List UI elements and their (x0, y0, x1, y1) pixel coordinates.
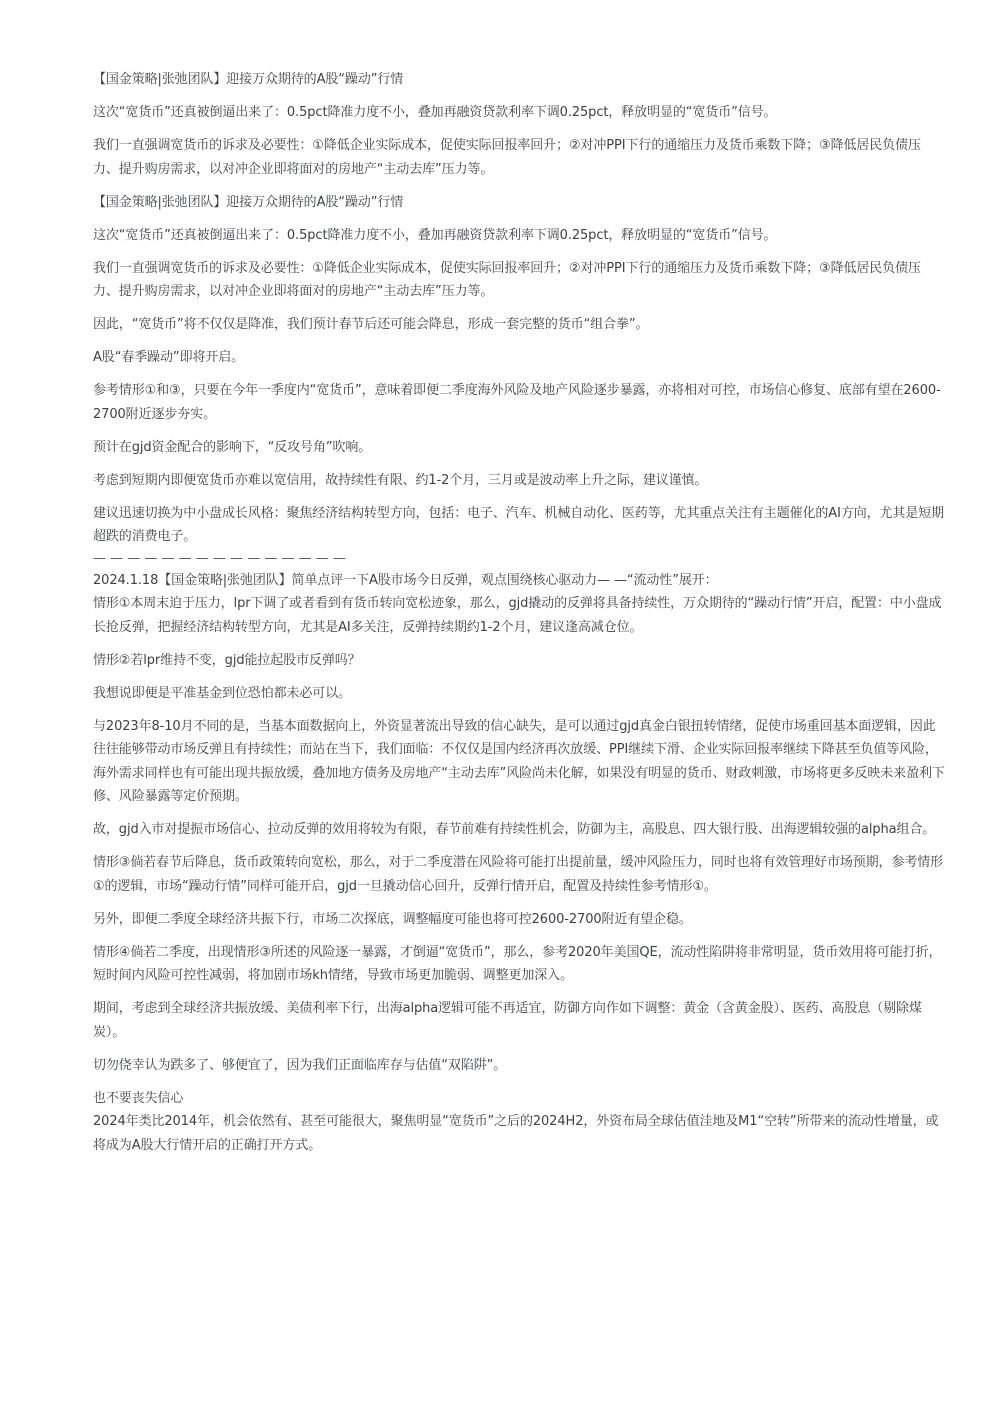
article-title: 【国金策略|张弛团队】迎接万众期待的A股“躁动”行情 (93, 72, 404, 87)
paragraph: 因此，“宽货币”将不仅仅是降准，我们预计春节后还可能会降息，形成一套完整的货币“组合拳”。 (93, 317, 649, 332)
paragraph: 这次“宽货币”还真被倒逼出来了：0.5pct降准力度不小，叠加再融资贷款利率下调0.25pct，释放明显的“宽货币”信号。 (93, 105, 777, 120)
paragraph: 故，gjd入市对提振市场信心、拉动反弹的效用将较为有限，春节前难有持续性机会，防御为主，高股息、四大银行股、出海逻辑较强的alpha组合。 (93, 822, 936, 837)
paragraph: 切勿侥幸认为跌多了、够便宜了，因为我们正面临库存与估值“双陷阱”。 (93, 1057, 507, 1073)
paragraph: 2024年类比2014年，机会依然有、甚至可能很大，聚焦明显“宽货币”之后的2024H2，外资布局全球估值洼地及M1“空转”所带来的流动性增量，或将成为A股大行情开启的正确打开方式。 (93, 1114, 939, 1153)
paragraph: 参考情形①和③，只要在今年一季度内“宽货币”，意味着即便二季度海外风险及地产风险逐步暴露，亦将相对可控，市场信心修复、底部有望在2600-2700附近逐步夯实。 (93, 383, 941, 422)
paragraph: 另外，即便二季度全球经济共振下行，市场二次探底，调整幅度可能也将可控2600-2700附近有望企稳。 (93, 911, 692, 927)
paragraph: 情形④倘若二季度，出现情形③所述的风险逐一暴露，才倒逼“宽货币”，那么，参考2020年美国QE，流动性陷阱将非常明显，货币效用将可能打折，短时间内风险可控性减弱，将加剧市场kh情绪，导致市场更加脆弱、调整更加深入。 (93, 944, 942, 983)
paragraph: 也不要丧失信心 (93, 1090, 184, 1106)
paragraph: 期间，考虑到全球经济共振放缓、美债利率下行，出海alpha逻辑可能不再适宜，防御方向作如下调整：黄金（含黄金股）、医药、高股息（剔除煤炭）。 (93, 1001, 922, 1040)
section-divider: — — — — — — — — — — — — — — — (93, 550, 346, 566)
paragraph: 我想说即便是平准基金到位恐怕都未必可以。 (93, 685, 352, 701)
paragraph: 情形③倘若春节后降息，货币政策转向宽松，那么，对于二季度潜在风险将可能打出提前量，缓冲风险压力，同时也将有效管理好市场预期，参考情形①的逻辑，市场“躁动行情”同样可能开启，gjd一旦撬动信心回升，反弹行情开启，配置及持续性参考情形①。 (93, 855, 944, 894)
article-title: 【国金策略|张弛团队】迎接万众期待的A股“躁动”行情 (93, 194, 404, 210)
paragraph: 我们一直强调宽货币的诉求及必要性：①降低企业实际成本，促使实际回报率回升；②对冲PPI下行的通缩压力及货币乘数下降；③降低居民负债压力、提升购房需求，以对冲企业即将面对的房地产“主动去库”压力等。 (93, 138, 921, 177)
section-heading: 2024.1.18【国金策略|张弛团队】简单点评一下A股市场今日反弹，观点围绕核心驱动力— —“流动性”展开： (93, 572, 718, 588)
article-body (93, 68, 945, 1167)
paragraph: 考虑到短期内即便宽货币亦难以宽信用，故持续性有限、约1-2个月，三月或是波动率上升之际，建议谨慎。 (93, 472, 708, 488)
paragraph: 与2023年8-10月不同的是，当基本面数据向上，外资显著流出导致的信心缺失，是可以通过gjd真金白银扭转情绪，促使市场重回基本面逻辑，因此往往能够带动市场反弹且有持续性；而站在当下，我们面临：不仅仅是国内经济再次放缓、PPI继续下滑、企业实际回报率继续下降甚至负值等风险，海外需求同样也有可能出现共振放缓，叠加地方债务及房地产“主动去库”风险尚未化解，如果没有明显的货币、财政刺激，市场将更多反映未来盈利下修、风险暴露等定价预期。 (93, 718, 945, 804)
paragraph: A股“春季躁动”即将开启。 (93, 350, 245, 365)
paragraph: 情形①本周末迫于压力，lpr下调了或者看到有货币转向宽松迹象，那么，gjd撬动的反弹将具备持续性，万众期待的“躁动行情”开启，配置：中小盘成长抢反弹，把握经济结构转型方向，尤其是AI多关注，反弹持续期约1-2个月，建议逢高减仓位。 (93, 596, 942, 635)
paragraph: 情形②若lpr维持不变，gjd能拉起股市反弹吗？ (93, 652, 361, 668)
paragraph: 我们一直强调宽货币的诉求及必要性：①降低企业实际成本，促使实际回报率回升；②对冲PPI下行的通缩压力及货币乘数下降；③降低居民负债压力、提升购房需求，以对冲企业即将面对的房地产“主动去库”压力等。 (93, 260, 921, 299)
paragraph: 这次“宽货币”还真被倒逼出来了：0.5pct降准力度不小，叠加再融资贷款利率下调0.25pct，释放明显的“宽货币”信号。 (93, 227, 777, 243)
paragraph: 预计在gjd资金配合的影响下，“反攻号角”吹响。 (93, 439, 372, 455)
paragraph: 建议迅速切换为中小盘成长风格：聚焦经济结构转型方向，包括：电子、汽车、机械自动化、医药等，尤其重点关注有主题催化的AI方向，尤其是短期超跌的消费电子。 (93, 505, 945, 544)
